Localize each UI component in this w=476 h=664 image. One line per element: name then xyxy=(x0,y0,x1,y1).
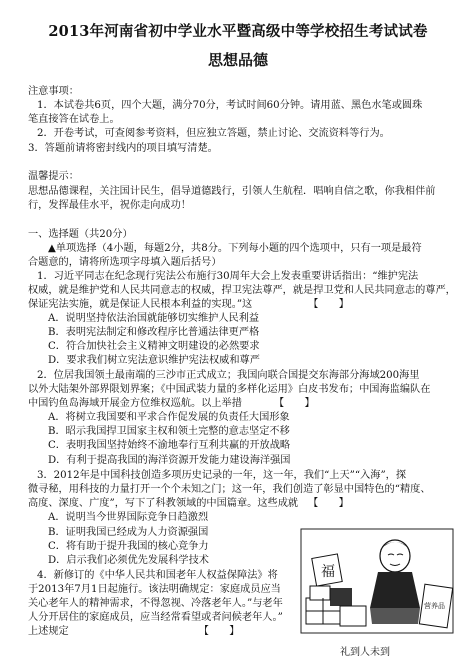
q1-answer-bracket[interactable]: 【 】 xyxy=(308,299,349,310)
notice-line-3: 3．答题前请将密封线内的项目填写清楚。 xyxy=(28,143,218,154)
q2-stem-1: 2．位居我国领土最南端的三沙市正式成立；我国向联合国提交东海部分海域200海里 xyxy=(37,370,420,381)
q2-option-a: A．将树立我国要和平求合作促发展的负责任大国形象 xyxy=(48,412,290,423)
q2-answer-bracket[interactable]: 【 】 xyxy=(273,398,315,409)
q4-answer-bracket[interactable]: 【 】 xyxy=(198,626,240,637)
notice-line-2: 2．开卷考试，可查阅参考资料，但应独立答题，禁止讨论、交流资料等行为。 xyxy=(37,128,390,139)
q4-stem-3: 关心老年人的精神需求，不得忽视、冷落老年人。”与老年 xyxy=(28,598,283,609)
q3-stem-3-text: 高度、深度、广度”，写下了科教领域的中国篇章。这些成就 xyxy=(28,498,299,509)
notice-line-1: 1．本试卷共6页，四个大题，满分70分，考试时间60分钟。请用蓝、黑色水笔或圆珠 xyxy=(37,100,423,111)
fu-banner xyxy=(312,554,342,586)
q4-stem-2: 于2013年7月1日起施行。该法明确规定：家庭成员应当 xyxy=(28,584,281,595)
exam-title: 2013年河南省初中学业水平暨高级中等学校招生考试试卷 xyxy=(48,23,428,40)
q2-stem-3 xyxy=(28,398,315,410)
q2-stem-2: 以外大陆架外部界限划界案；《中国武装力量的多样化运用》白皮书发布；中国海监编队在 xyxy=(28,384,431,395)
q1-option-c: C．符合加快社会主义精神文明建设的必然要求 xyxy=(48,341,260,352)
q4-stem-1: 4．新修订的《中华人民共和国老年人权益保障法》将 xyxy=(37,570,278,581)
banner-char: 福 xyxy=(321,564,335,580)
q2-option-c: C．表明我国坚持始终不渝地奉行互利共赢的开放战略 xyxy=(48,440,291,451)
nutrition-box xyxy=(419,584,452,628)
q3-option-d: D．启示我们必须优先发展科学技术 xyxy=(48,555,209,566)
q1-stem-2: 权威，就是维护党和人民共同意志的权威，捍卫宪法尊严，就是捍卫党和人民共同意志的尊严， xyxy=(28,285,456,296)
section-instruction-2: 合题意的，请将所选项字母填入题后括号） xyxy=(28,257,222,268)
q1-option-d: D．要求我们树立宪法意识维护宪法权威和尊严 xyxy=(48,355,260,366)
q2-option-b: B．昭示我国捍卫国家主权和领土完整的意志坚定不移 xyxy=(48,426,290,437)
tip-line-2: 行，发挥最佳水平，祝你走向成功！ xyxy=(28,200,191,211)
section-instruction-1: ▲单项选择（4小题，每题2分，共8分。下列每小题的四个选项中，只有一项是最符 xyxy=(48,243,422,254)
q3-option-a: A．说明当今世界国际竞争日趋激烈 xyxy=(48,512,209,523)
q3-stem-3 xyxy=(28,498,349,510)
q4-stem-4: 人分开居住的家庭成员，应当经常看望或者问候老年人。” xyxy=(28,612,283,623)
q3-option-b: B．证明我国已经成为人力资源强国 xyxy=(48,527,209,538)
section-heading: 一、选择题（共20分） xyxy=(28,229,133,240)
q1-option-a: A．说明坚持依法治国就能够切实维护人民利益 xyxy=(48,313,260,324)
q4-stem-5 xyxy=(28,626,240,638)
q4-stem-5-text: 上述规定 xyxy=(28,626,69,637)
notice-heading: 注意事项： xyxy=(28,86,79,97)
q2-stem-3-text: 中国钓鱼岛海域开展金方位维权巡航。以上举措 xyxy=(28,398,242,409)
cartoon-illustration xyxy=(300,528,454,634)
box-label: 营养品 xyxy=(424,602,445,610)
tip-line-1: 思想品德课程，关注国计民生，倡导道德践行，引领人生航程．唱响自信之歌，你我相伴前 xyxy=(28,186,436,197)
q3-option-c: C．将有助于提升我国的核心竞争力 xyxy=(48,541,209,552)
subject-title: 思想品德 xyxy=(207,51,268,69)
q3-stem-2: 微寻秘，用科技的力量打开一个个未知之门；这一年，我们创造了彰显中国特色的“精度、 xyxy=(28,484,431,495)
q1-stem-1: 1．习近平同志在纪念现行宪法公布施行30周年大会上发表重要讲话指出：“维护宪法 xyxy=(37,271,419,282)
q3-answer-bracket[interactable]: 【 】 xyxy=(308,498,349,509)
q3-stem-1: 3．2012年是中国科技创造多项历史记录的一年，这一年，我们“上天”“入海”，探 xyxy=(37,470,407,481)
q1-stem-3 xyxy=(28,299,349,311)
q1-stem-3-text: 保证宪法实施，就是保证人民根本利益的实现。”这 xyxy=(28,299,253,310)
notice-line-1b: 笔直接答在试卷上。 xyxy=(28,114,120,125)
q1-option-b: B．表明宪法制定和修改程序比普通法律更严格 xyxy=(48,327,260,338)
illustration-caption: 礼到人未到 xyxy=(340,647,390,658)
q2-option-d: D．有利于提高我国的海洋资源开发能力建设海洋强国 xyxy=(48,455,291,466)
tip-heading: 温馨提示： xyxy=(28,171,79,182)
